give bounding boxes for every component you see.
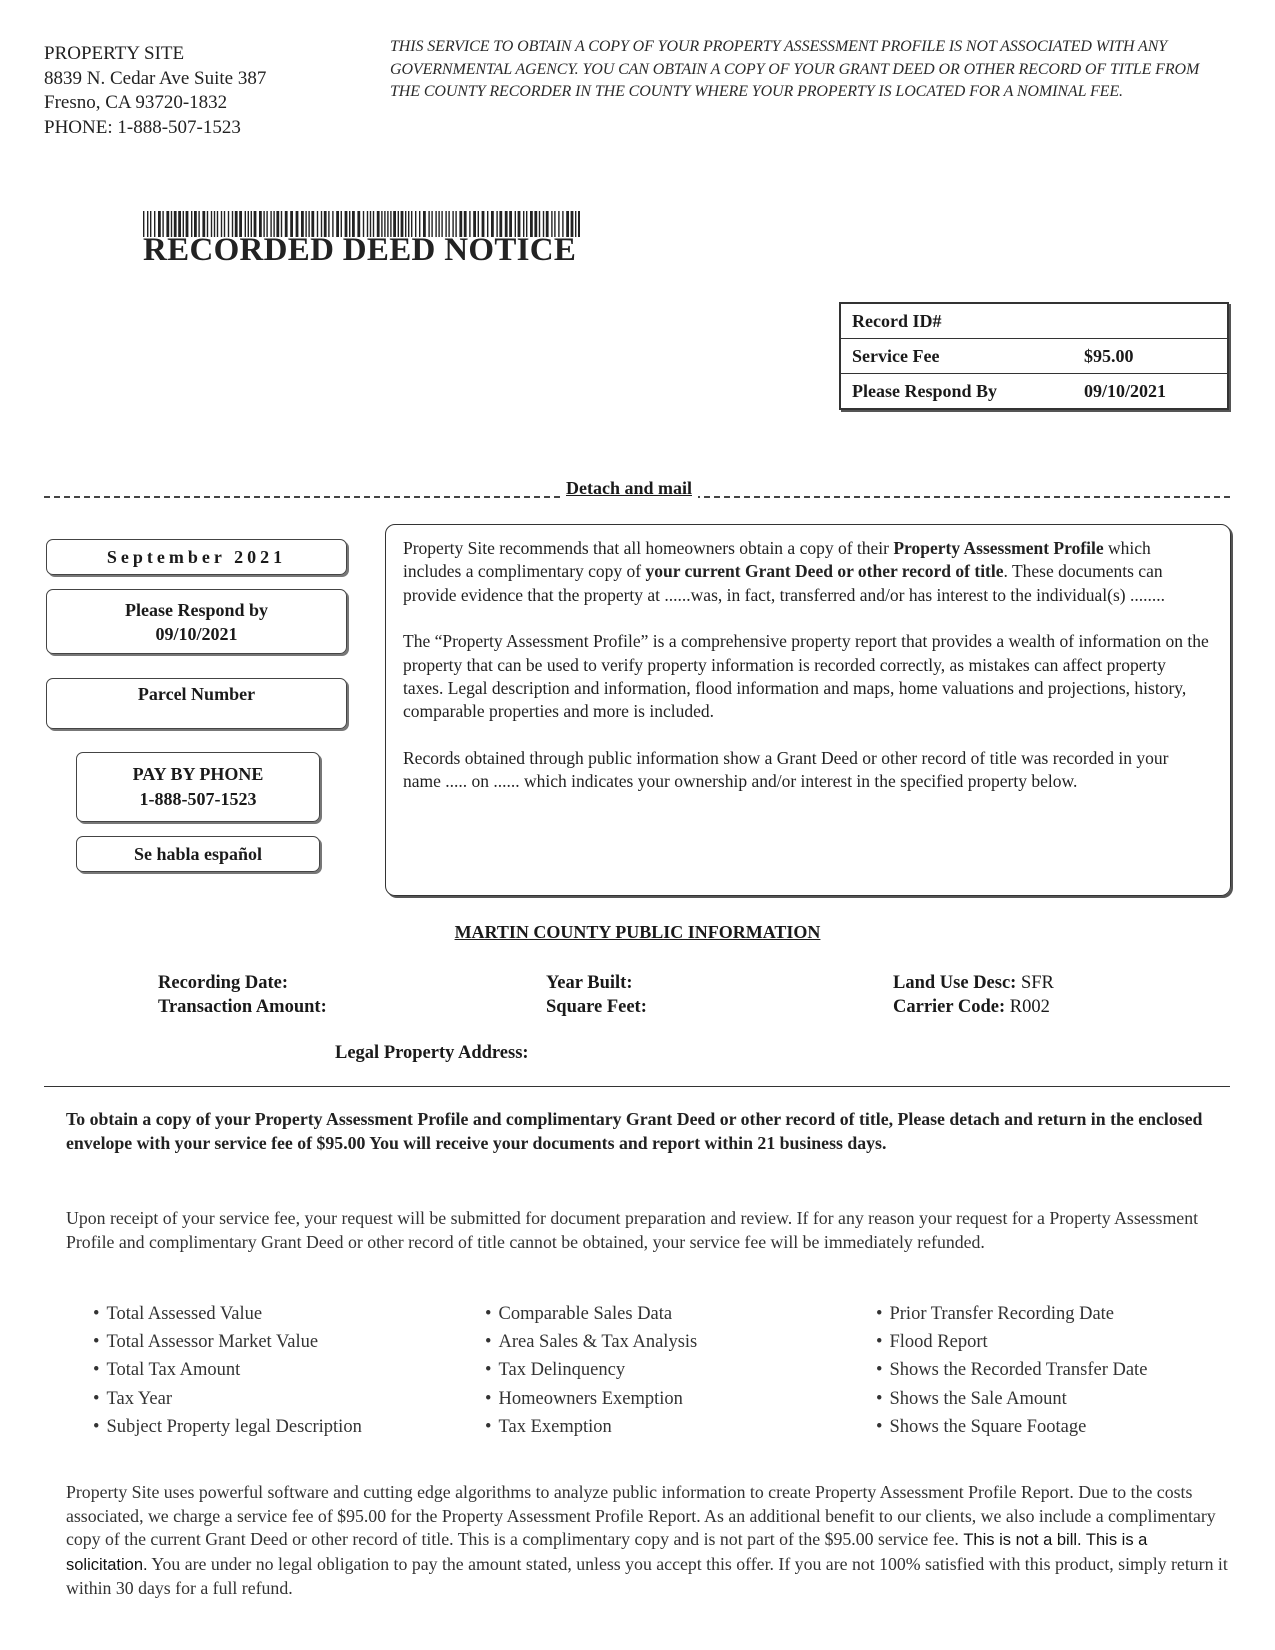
closing-paragraph bbox=[66, 1481, 1232, 1601]
year-built-label: Year Built: bbox=[546, 973, 633, 993]
county-fields-col-3 bbox=[893, 971, 1054, 1019]
carrier-code-value: R002 bbox=[1005, 997, 1050, 1017]
transaction-amount-label: Transaction Amount: bbox=[158, 997, 327, 1017]
list-item: • Homeowners Exemption bbox=[485, 1385, 697, 1413]
intro-p1-text-e: . These documents can provide evidence that the property at ......was, in fact, transferred and/or has interest to the individual(s) ........ bbox=[403, 561, 1165, 605]
record-info-table bbox=[839, 302, 1229, 410]
sender-phone: PHONE: 1-888-507-1523 bbox=[44, 116, 241, 138]
square-feet-label: Square Feet: bbox=[546, 997, 647, 1017]
list-item: • Tax Exemption bbox=[485, 1413, 697, 1441]
sender-street: 8839 N. Cedar Ave Suite 387 bbox=[44, 67, 267, 89]
spanish-spoken-box: Se habla español bbox=[76, 836, 320, 872]
parcel-number-label: Parcel Number bbox=[137, 684, 256, 704]
parcel-number-box bbox=[46, 678, 347, 729]
instructions-paragraph: To obtain a copy of your Property Assessment Profile and complimentary Grant Deed or other record of title, Please detach and return in the enclosed envelope with your service fee of $95.00 You will receive your documents and report within 21 business days. bbox=[66, 1109, 1203, 1153]
detach-label: Detach and mail bbox=[560, 478, 698, 499]
closing-text-1: Property Site uses powerful software and cutting edge algorithms to analyze public information to create Property Assessment Profile Report. Due to the costs associated, we charge a service fee of $95.00 for the Property Assessment Profile Report. As an additional benefit to our clients, we also include a complimentary copy of the current Grant Deed or other record of title. This is a complimentary copy and is not part of the $95.00 service fee. bbox=[66, 1482, 1216, 1549]
list-item: • Tax Year bbox=[93, 1385, 362, 1413]
sender-name: PROPERTY SITE bbox=[44, 43, 185, 64]
section-divider bbox=[44, 1086, 1230, 1087]
list-item: • Total Tax Amount bbox=[93, 1356, 362, 1384]
county-heading: MARTIN COUNTY PUBLIC INFORMATION bbox=[454, 922, 821, 942]
feature-list-col-3 bbox=[876, 1300, 1147, 1441]
intro-text-box bbox=[385, 524, 1231, 896]
service-fee-value: $95.00 bbox=[1073, 339, 1228, 374]
county-fields-col-1 bbox=[158, 971, 327, 1019]
intro-paragraph-3: Records obtained through public information show a Grant Deed or other record of title was recorded in your name ..... on ...... which indicates your ownership and/or interest in the specified property below. bbox=[403, 747, 1169, 792]
respond-by-row bbox=[840, 374, 1228, 410]
respond-by-label: Please Respond By bbox=[840, 374, 1073, 410]
respond-by-box-date: 09/10/2021 bbox=[155, 624, 238, 644]
feature-list-col-1 bbox=[93, 1300, 362, 1441]
refund-paragraph: Upon receipt of your service fee, your request will be submitted for document preparation and review. If for any reason your request for a Property Assessment Profile and complimentary Grant Deed or other record of title cannot be obtained, your service fee will be immediately refunded. bbox=[66, 1208, 1199, 1252]
list-item: • Area Sales & Tax Analysis bbox=[485, 1328, 697, 1356]
list-item: • Shows the Recorded Transfer Date bbox=[876, 1356, 1147, 1384]
list-item: • Total Assessor Market Value bbox=[93, 1328, 362, 1356]
pay-by-phone-box bbox=[76, 752, 320, 822]
legal-address-label: Legal Property Address: bbox=[335, 1043, 529, 1063]
sender-address-block bbox=[44, 42, 266, 140]
list-item: • Prior Transfer Recording Date bbox=[876, 1300, 1147, 1328]
document-title: RECORDED DEED NOTICE bbox=[143, 232, 577, 268]
record-id-label: Record ID# bbox=[852, 310, 942, 331]
list-item: • Subject Property legal Description bbox=[93, 1413, 362, 1441]
record-id-value bbox=[1073, 303, 1228, 339]
legal-address-row bbox=[335, 1041, 529, 1065]
list-item: • Tax Delinquency bbox=[485, 1356, 697, 1384]
respond-by-value: 09/10/2021 bbox=[1073, 374, 1228, 410]
list-item: • Shows the Square Footage bbox=[876, 1413, 1147, 1441]
intro-p1-bold-profile: Property Assessment Profile bbox=[893, 538, 1104, 558]
intro-p1-text-a: Property Site recommends that all homeowners obtain a copy of their bbox=[403, 538, 894, 558]
service-fee-row bbox=[840, 339, 1228, 374]
record-id-row bbox=[840, 303, 1228, 339]
carrier-code-label: Carrier Code: bbox=[893, 997, 1006, 1017]
recording-date-label: Recording Date: bbox=[158, 973, 288, 993]
list-item: • Comparable Sales Data bbox=[485, 1300, 697, 1328]
intro-paragraph-2: The “Property Assessment Profile” is a comprehensive property report that provides a wealth of information on the property that can be used to verify property information is recorded correctly, as mistakes can affect property taxes. Legal description and information, flood information and maps, home valuations and projections, history, comparable properties and more is included. bbox=[403, 631, 1209, 722]
month-box: September 2021 bbox=[46, 539, 347, 575]
intro-p1-bold-deed: your current Grant Deed or other record of title bbox=[645, 561, 1004, 582]
service-fee-label: Service Fee bbox=[840, 339, 1073, 374]
intro-p1-text-c: which includes a complimentary copy of bbox=[403, 538, 1151, 582]
sender-city: Fresno, CA 93720-1832 bbox=[44, 92, 228, 113]
list-item: • Shows the Sale Amount bbox=[876, 1385, 1147, 1413]
county-fields-col-2 bbox=[546, 971, 647, 1019]
disclaimer-text: THIS SERVICE TO OBTAIN A COPY OF YOUR PROPERTY ASSESSMENT PROFILE IS NOT ASSOCIATED WITH ANY GOVERNMENTAL AGENCY. YOU CAN OBTAIN A COPY OF YOUR GRANT DEED OR OTHER RECORD OF TITLE FROM THE COUNTY RECORDER IN THE COUNTY WHERE YOUR PROPERTY IS LOCATED FOR A NOMINAL FEE. bbox=[390, 38, 1200, 100]
intro-paragraph-1 bbox=[403, 537, 1210, 607]
respond-by-box bbox=[46, 589, 347, 654]
solicitation-notice: This is not a bill. This is a solicitation. bbox=[66, 1531, 1148, 1574]
list-item: • Flood Report bbox=[876, 1328, 1147, 1356]
list-item: • Total Assessed Value bbox=[93, 1300, 362, 1328]
feature-list-col-2 bbox=[485, 1300, 697, 1441]
pay-by-phone-label: PAY BY PHONE bbox=[132, 764, 264, 784]
land-use-label: Land Use Desc: bbox=[893, 973, 1017, 993]
land-use-value: SFR bbox=[1016, 973, 1054, 993]
pay-by-phone-number: 1-888-507-1523 bbox=[139, 789, 257, 809]
closing-text-2: You are under no legal obligation to pay the amount stated, unless you accept this offer. If you are not 100% satisfied with this product, simply return it within 30 days for a full refund. bbox=[66, 1553, 1228, 1598]
respond-by-box-label: Please Respond by bbox=[124, 600, 268, 620]
